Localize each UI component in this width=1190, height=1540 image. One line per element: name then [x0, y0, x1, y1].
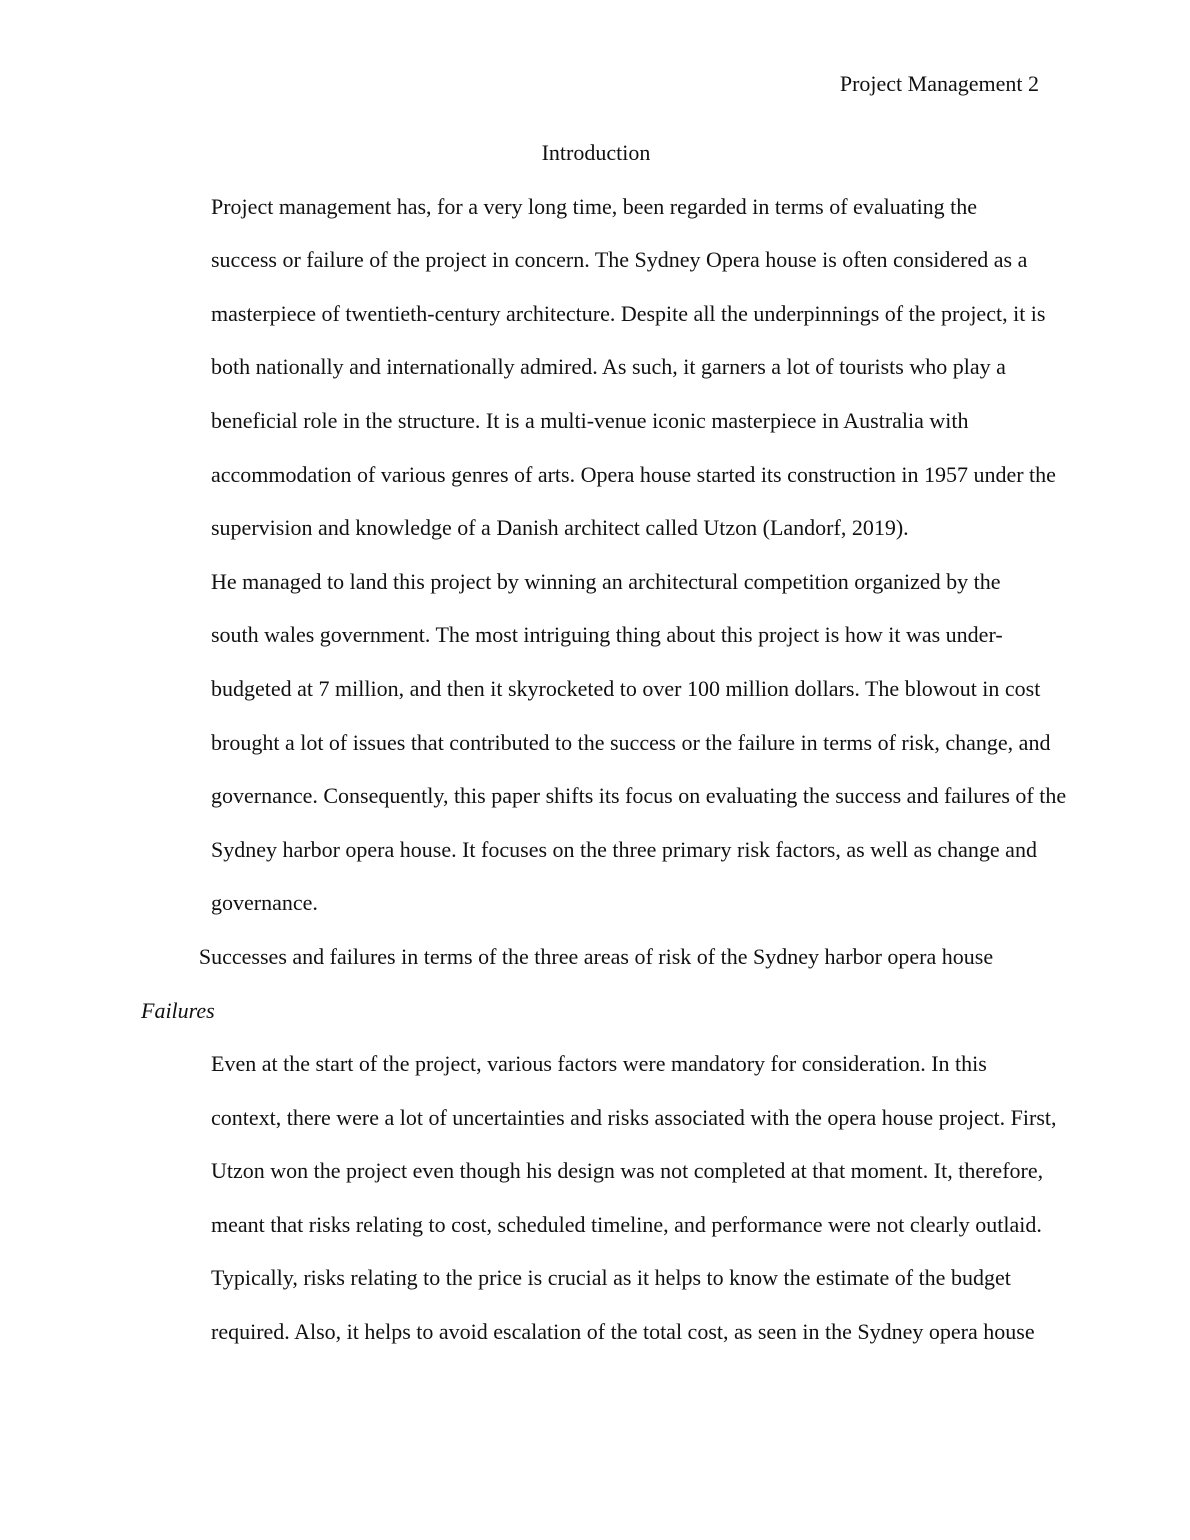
paragraph-budget	[141, 555, 1067, 930]
text-line: masterpiece of twentieth-century architecture. Despite all the underpinnings of the project, it is	[211, 300, 1046, 326]
text-line: budgeted at 7 million, and then it skyrocketed to over 100 million dollars. The blowout in cost	[211, 675, 1041, 701]
text-line: supervision and knowledge of a Danish architect called Utzon (Landorf, 2019).	[211, 515, 909, 541]
text-line: accommodation of various genres of arts. Opera house started its construction in 1957 under the	[211, 461, 1056, 487]
paragraph-failures	[141, 1037, 1057, 1359]
subheading-failures: Failures	[141, 997, 215, 1023]
text-line: south wales government. The most intriguing thing about this project is how it was under-	[211, 622, 1003, 648]
text-line: He managed to land this project by winning an architectural competition organized by the	[211, 568, 1001, 594]
running-head: Project Management 2	[839, 71, 1039, 96]
paragraph-intro	[141, 180, 1056, 555]
text-line: both nationally and internationally admired. As such, it garners a lot of tourists who play a	[211, 354, 1006, 380]
text-line: required. Also, it helps to avoid escalation of the total cost, as seen in the Sydney opera house	[211, 1319, 1035, 1345]
text-line: Sydney harbor opera house. It focuses on the three primary risk factors, as well as change and	[211, 836, 1037, 862]
text-line: Project management has, for a very long time, been regarded in terms of evaluating the	[211, 193, 978, 219]
section-heading: Successes and failures in terms of the three areas of risk of the Sydney harbor opera house	[198, 943, 994, 969]
text-line: context, there were a lot of uncertainties and risks associated with the opera house project. First,	[211, 1104, 1057, 1130]
text-line: beneficial role in the structure. It is a multi-venue iconic masterpiece in Australia with	[211, 407, 969, 433]
text-line: Even at the start of the project, various factors were mandatory for consideration. In this	[211, 1051, 987, 1077]
intro-heading: Introduction	[541, 140, 651, 165]
text-line: Typically, risks relating to the price is crucial as it helps to know the estimate of the budget	[211, 1265, 1011, 1291]
text-line: Utzon won the project even though his design was not completed at that moment. It, therefore,	[211, 1158, 1044, 1184]
text-line: governance. Consequently, this paper shifts its focus on evaluating the success and failures of the	[211, 783, 1067, 809]
document-body	[141, 126, 1067, 1359]
text-line: success or failure of the project in concern. The Sydney Opera house is often considered as a	[211, 247, 1028, 273]
text-line: meant that risks relating to cost, scheduled timeline, and performance were not clearly outlaid.	[211, 1211, 1042, 1237]
text-line: brought a lot of issues that contributed to the success or the failure in terms of risk, change, and	[211, 729, 1051, 755]
text-line: governance.	[211, 890, 318, 916]
